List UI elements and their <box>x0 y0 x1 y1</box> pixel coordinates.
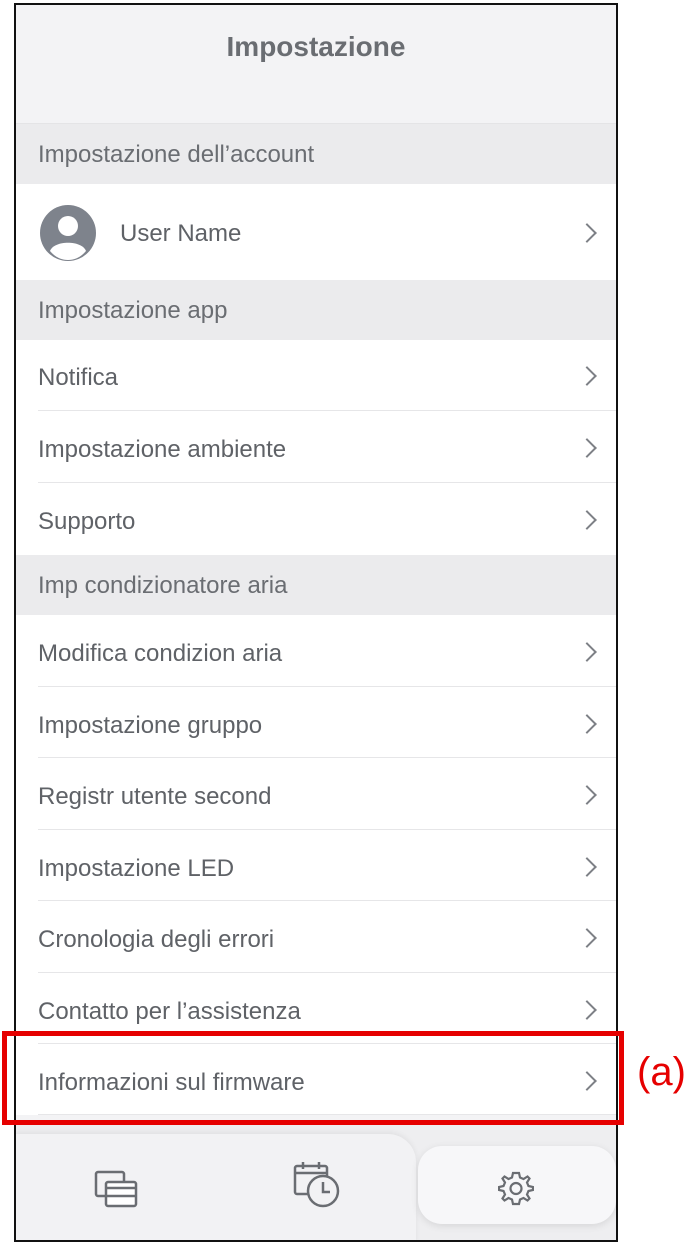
chevron-right-icon <box>577 928 597 948</box>
menu-item-notifica[interactable] <box>16 340 616 411</box>
menu-item-cronologia-errori[interactable] <box>16 901 616 973</box>
menu-item-impostazione-gruppo[interactable] <box>16 687 616 758</box>
chevron-right-icon <box>577 510 597 530</box>
callout-label: (a) <box>637 1050 686 1094</box>
menu-item-label: Cronologia degli errori <box>38 926 275 953</box>
menu-item-label: Impostazione ambiente <box>38 436 287 463</box>
chevron-right-icon <box>577 785 597 805</box>
menu-item-supporto[interactable] <box>16 483 616 555</box>
tab-bar-background <box>16 1134 416 1242</box>
menu-item-label: Supporto <box>38 508 136 535</box>
bottom-tab-bar <box>16 1120 616 1240</box>
page-title: Impostazione <box>226 31 406 62</box>
chevron-right-icon <box>577 438 597 458</box>
menu-item-impostazione-ambiente[interactable] <box>16 411 616 483</box>
menu-item-label: Modifica condizion aria <box>38 640 283 667</box>
chevron-right-icon <box>577 714 597 734</box>
menu-item-label: Impostazione gruppo <box>38 712 263 739</box>
chevron-right-icon <box>577 366 597 386</box>
chevron-right-icon <box>577 642 597 662</box>
menu-item-label: Notifica <box>38 364 119 391</box>
header <box>16 5 616 124</box>
chevron-right-icon <box>577 857 597 877</box>
menu-item-label: Contatto per l’assistenza <box>38 998 301 1025</box>
menu-item-registr-utente-second[interactable] <box>16 758 616 830</box>
gear-icon[interactable] <box>498 1170 534 1206</box>
menu-item-label: Informazioni sul firmware <box>38 1069 305 1096</box>
section-title: Imp condizionatore aria <box>38 572 288 599</box>
section-header-app <box>16 280 616 340</box>
menu-item-label: Registr utente second <box>38 783 272 810</box>
section-title: Impostazione dell’account <box>38 141 315 168</box>
section-header-account <box>16 124 616 184</box>
avatar-icon <box>40 205 96 261</box>
section-header-ac <box>16 555 616 615</box>
section-title: Impostazione app <box>38 297 228 324</box>
chevron-right-icon <box>577 1000 597 1020</box>
menu-item-impostazione-led[interactable] <box>16 830 616 901</box>
schedule-icon[interactable] <box>293 1160 341 1208</box>
user-row[interactable] <box>16 184 616 280</box>
menu-item-label: Impostazione LED <box>38 855 235 882</box>
chevron-right-icon <box>577 223 597 243</box>
user-name: User Name <box>120 220 242 247</box>
highlight-box <box>2 1031 624 1125</box>
devices-icon[interactable] <box>94 1170 138 1208</box>
menu-item-modifica-condizion-aria[interactable] <box>16 615 616 687</box>
